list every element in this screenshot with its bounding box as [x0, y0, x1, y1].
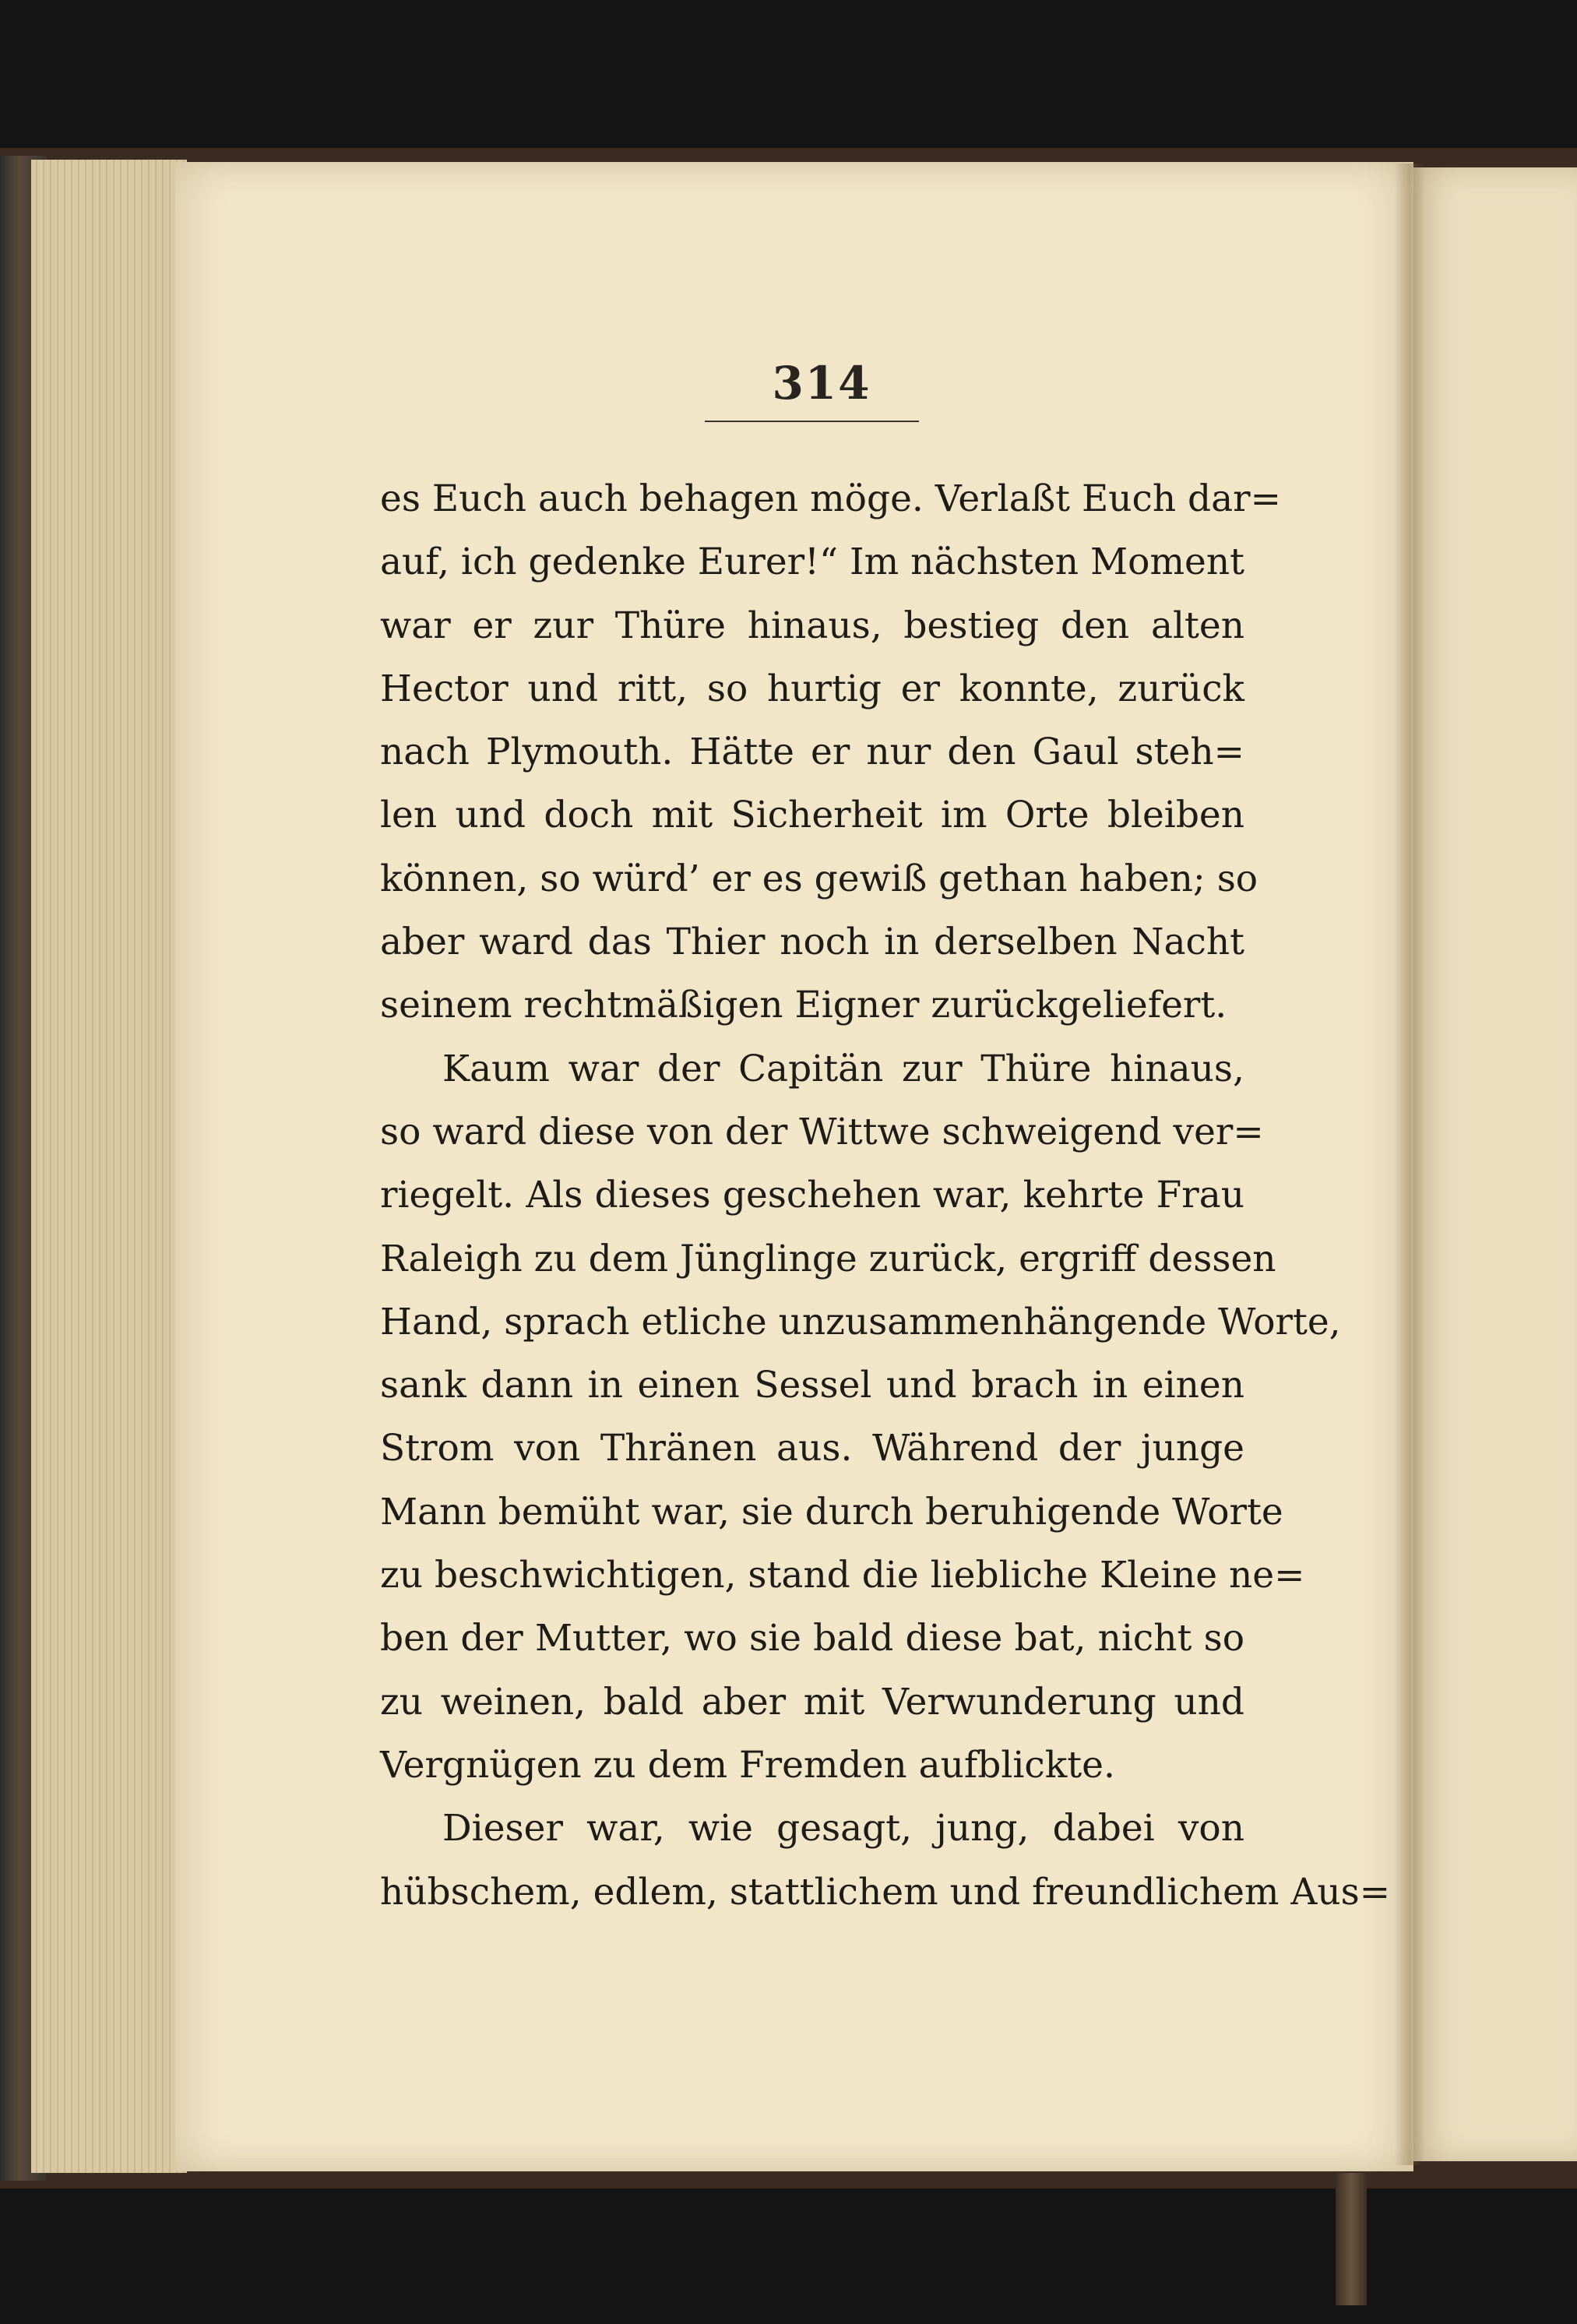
text-line: Strom von Thränen aus. Während der junge — [380, 1427, 1244, 1470]
bookmark-ribbon — [1336, 2173, 1367, 2305]
text-line: können, so würd’ er es gewiß gethan haben; so — [380, 857, 1258, 900]
facing-page — [1411, 167, 1577, 2161]
text-line: len und doch mit Sicherheit im Orte bleiben — [380, 794, 1244, 837]
text-line: Kaum war der Capitän zur Thüre hinaus, — [442, 1047, 1244, 1090]
text-line: ben der Mutter, wo sie bald diese bat, nicht so — [380, 1617, 1244, 1660]
text-line: Vergnügen zu dem Fremden aufblickte. — [380, 1743, 1115, 1787]
text-line: war er zur Thüre hinaus, bestieg den alten — [380, 604, 1244, 647]
text-line: Dieser war, wie gesagt, jung, dabei von — [442, 1807, 1244, 1850]
text-line: riegelt. Als dieses geschehen war, kehrte Frau — [380, 1174, 1244, 1217]
page-gutter — [1394, 164, 1425, 2165]
text-line: zu beschwichtigen, stand die liebliche Kleine ne= — [380, 1554, 1305, 1597]
text-line: Mann bemüht war, sie durch beruhigende Worte — [380, 1490, 1283, 1533]
text-line: aber ward das Thier noch in derselben Nacht — [380, 921, 1244, 964]
text-line: Hand, sprach etliche unzusammenhängende Worte, — [380, 1300, 1341, 1343]
page-number: 314 — [772, 357, 871, 410]
text-line: seinem rechtmäßigen Eigner zurückgeliefert. — [380, 984, 1227, 1027]
text-line: Hector und ritt, so hurtig er konnte, zurück — [380, 667, 1244, 710]
text-line: auf, ich gedenke Eurer!“ Im nächsten Moment — [380, 541, 1244, 584]
text-line: es Euch auch behagen möge. Verlaßt Euch dar= — [380, 477, 1282, 520]
text-line: Raleigh zu dem Jünglinge zurück, ergriff dessen — [380, 1237, 1276, 1280]
text-line: sank dann in einen Sessel und brach in einen — [380, 1364, 1244, 1407]
page-text — [380, 467, 1391, 1924]
text-line: so ward diese von der Wittwe schweigend ver= — [380, 1110, 1264, 1153]
page-edges-stack — [31, 160, 187, 2173]
text-line: zu weinen, bald aber mit Verwunderung und — [380, 1680, 1244, 1724]
text-line: hübschem, edlem, stattlichem und freundlichem Aus= — [380, 1870, 1391, 1914]
page-number-rule — [705, 421, 919, 422]
text-line: nach Plymouth. Hätte er nur den Gaul steh= — [380, 731, 1244, 774]
